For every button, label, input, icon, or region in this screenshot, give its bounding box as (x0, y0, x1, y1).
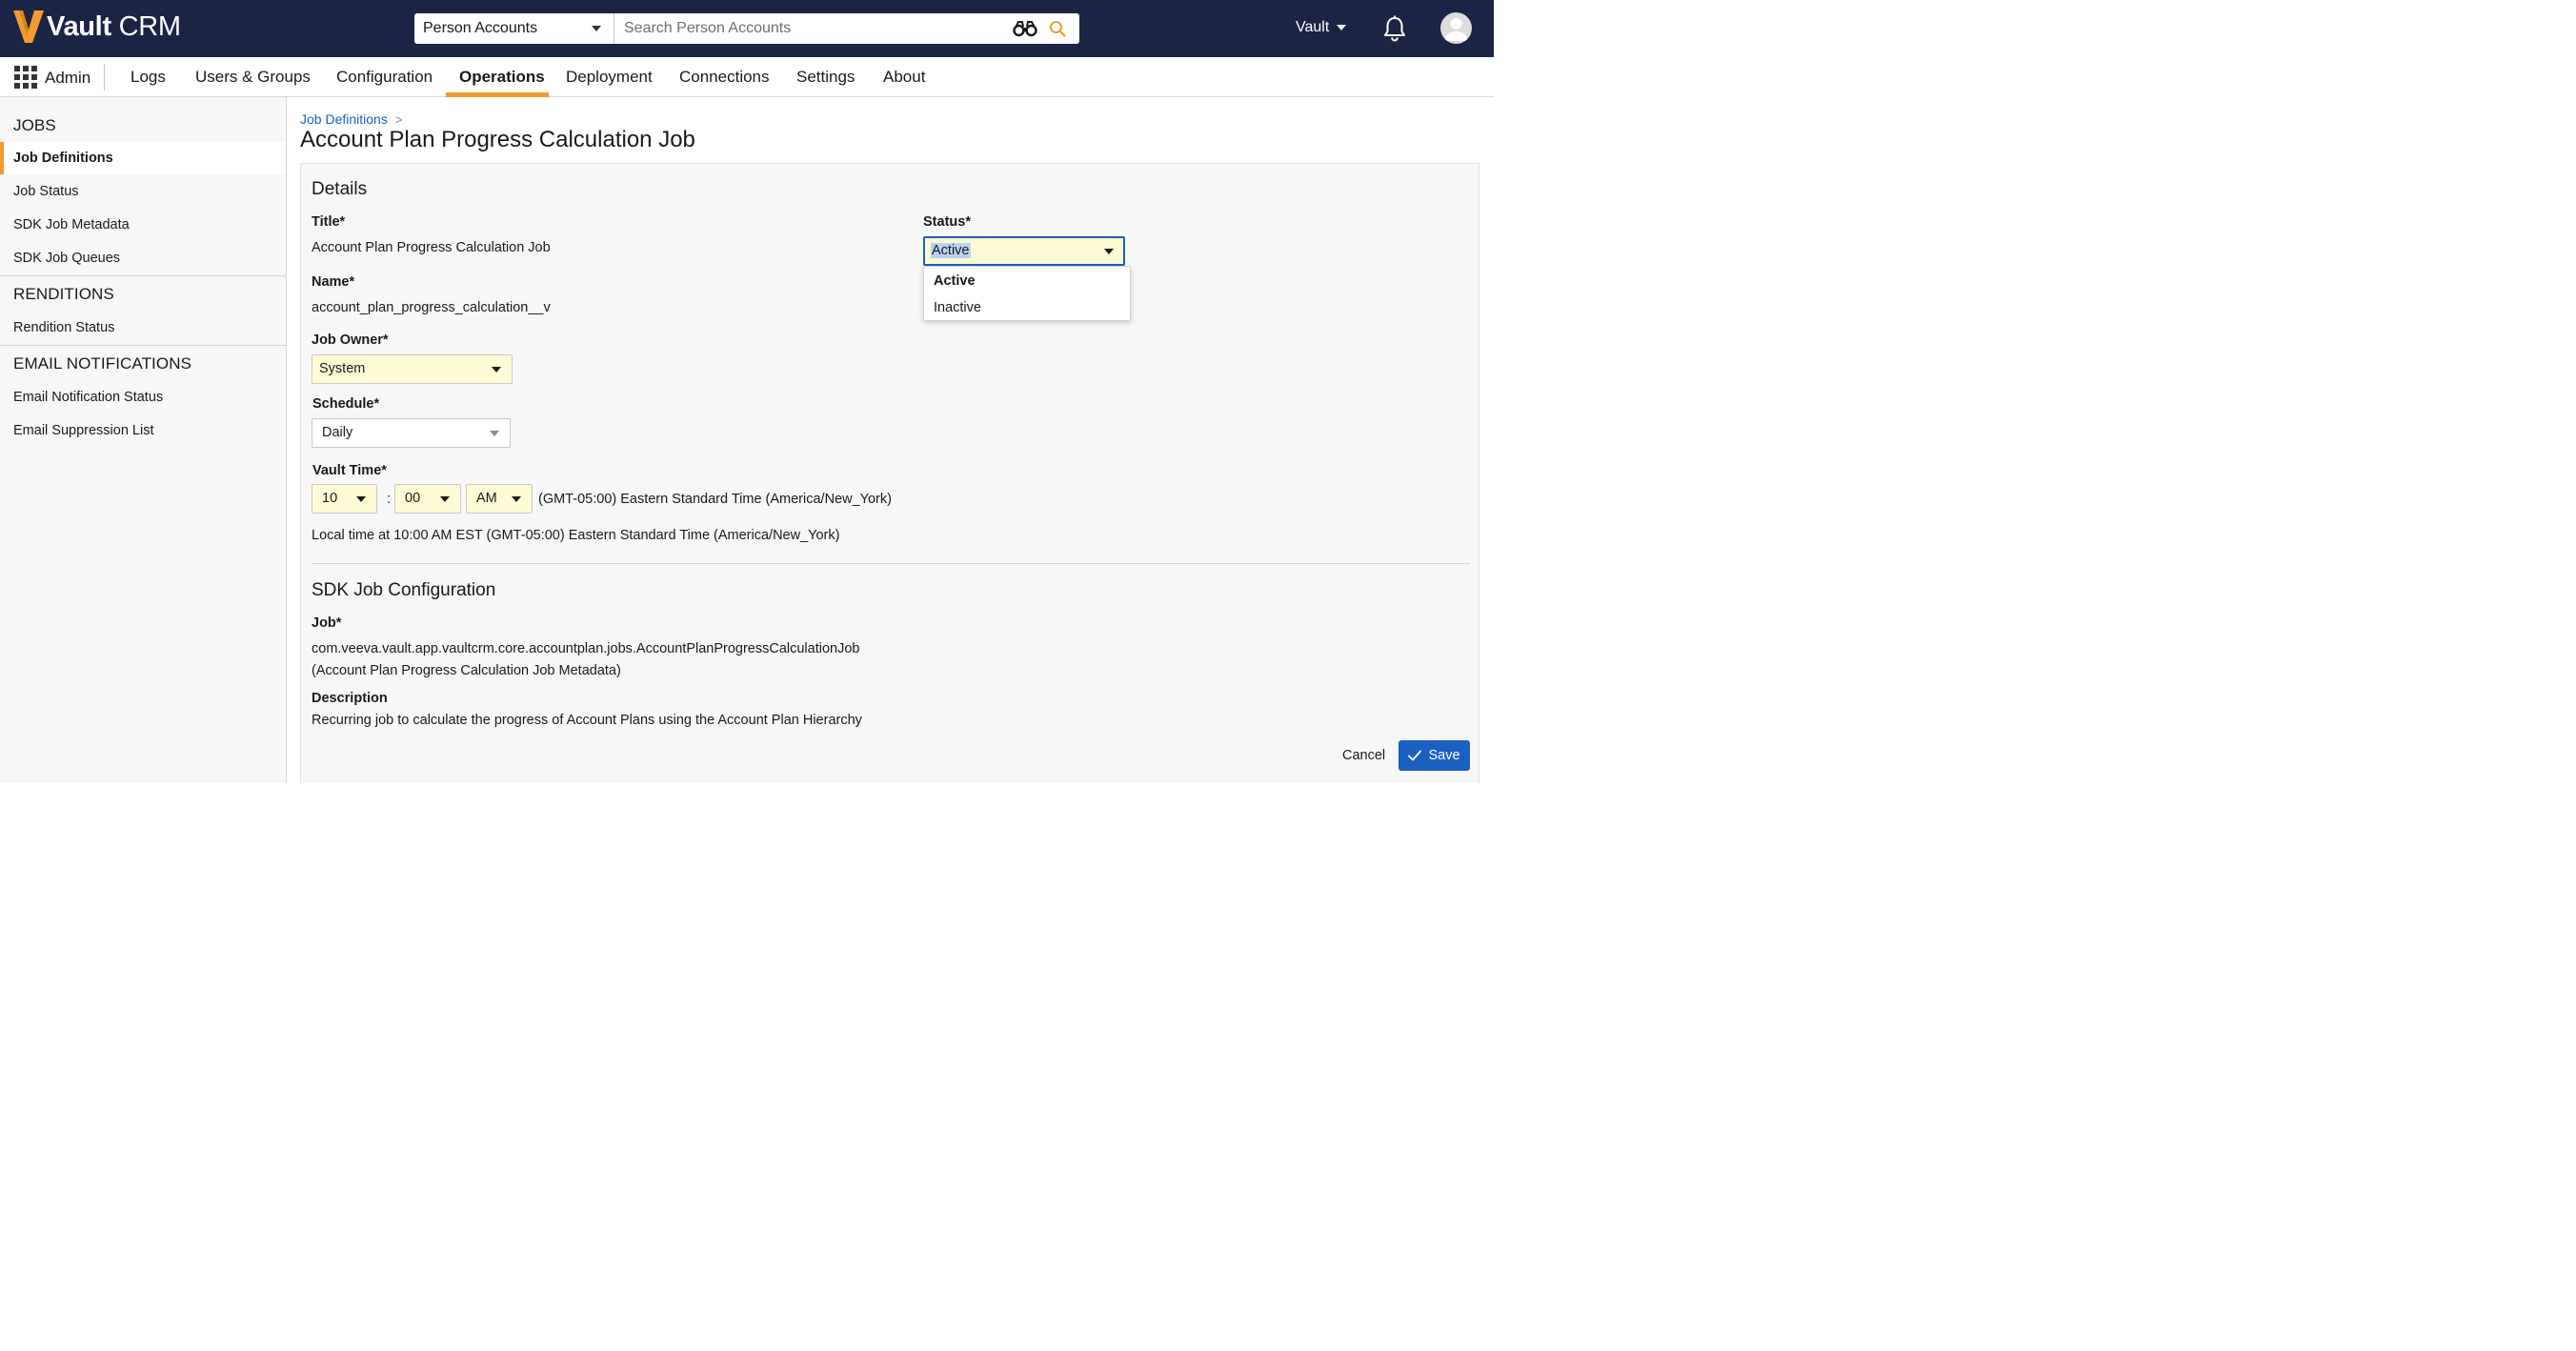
tab-about[interactable]: About (883, 68, 926, 86)
sidebar-item-email-notification-status[interactable]: Email Notification Status (13, 390, 164, 405)
tab-settings[interactable]: Settings (796, 68, 855, 86)
tab-logs[interactable]: Logs (131, 68, 166, 86)
sidebar-item-job-status[interactable]: Job Status (13, 184, 79, 199)
breadcrumb-separator: > (394, 111, 403, 127)
sidebar-heading-email-notifications: EMAIL NOTIFICATIONS (13, 354, 192, 373)
local-time-text: Local time at 10:00 AM EST (GMT-05:00) Eastern Standard Time (America/New_York) (312, 528, 840, 543)
nav-divider (104, 64, 105, 91)
sidebar-item-email-suppression-list[interactable]: Email Suppression List (13, 423, 154, 438)
description-value: Recurring job to calculate the progress of Account Plans using the Account Plan Hierarchy (312, 713, 862, 728)
name-label: Name* (312, 274, 355, 290)
details-heading: Details (312, 179, 368, 199)
status-select[interactable] (923, 236, 1125, 266)
sidebar-item-sdk-job-metadata[interactable]: SDK Job Metadata (13, 217, 130, 232)
vault-menu-label: Vault (1296, 19, 1330, 35)
sidebar (0, 97, 287, 783)
binoculars-icon[interactable] (1013, 20, 1037, 37)
status-option-active[interactable]: Active (934, 273, 976, 289)
search-scope-select[interactable] (414, 13, 614, 44)
chevron-down-icon (490, 431, 499, 436)
status-dropdown-menu (923, 266, 1131, 321)
tab-configuration[interactable]: Configuration (336, 68, 433, 86)
job-definition-panel (300, 163, 1479, 783)
sidebar-heading-jobs: JOBS (13, 116, 56, 134)
job-label: Job* (312, 615, 342, 631)
job-class-value: com.veeva.vault.app.vaultcrm.core.accountplan.jobs.AccountPlanProgressCalculationJob (312, 641, 860, 656)
timezone-text: (GMT-05:00) Eastern Standard Time (America/New_York) (538, 492, 892, 507)
name-value: account_plan_progress_calculation__v (312, 300, 551, 315)
time-colon: : (387, 492, 392, 507)
job-owner-label: Job Owner* (312, 333, 389, 348)
vault-time-label: Vault Time* (312, 463, 387, 478)
search-scope-label: Person Accounts (423, 20, 538, 36)
description-label: Description (312, 691, 388, 706)
chevron-down-icon (592, 26, 601, 31)
status-option-inactive[interactable]: Inactive (934, 300, 981, 315)
ampm-value: AM (476, 491, 497, 506)
save-button[interactable] (1399, 740, 1470, 771)
search-icon[interactable] (1049, 20, 1066, 37)
chevron-down-icon (512, 496, 521, 502)
admin-nav-bar (0, 57, 1494, 97)
sidebar-heading-renditions: RENDITIONS (13, 285, 114, 303)
page-title: Account Plan Progress Calculation Job (300, 127, 695, 152)
status-selected-value: Active (932, 243, 970, 258)
search-input[interactable] (614, 13, 1013, 44)
chevron-down-icon (1104, 249, 1114, 254)
title-label: Title* (312, 214, 346, 230)
chevron-down-icon (1337, 25, 1346, 30)
schedule-label: Schedule* (312, 396, 380, 412)
breadcrumb-link-job-definitions[interactable]: Job Definitions (300, 111, 388, 127)
checkmark-icon (1408, 750, 1421, 761)
sidebar-item-sdk-job-queues[interactable]: SDK Job Queues (13, 251, 121, 266)
bell-icon[interactable] (1382, 15, 1407, 42)
vault-menu[interactable] (1296, 19, 1346, 36)
status-label: Status* (923, 214, 971, 230)
chevron-down-icon (492, 367, 501, 373)
app-grid-icon[interactable] (14, 66, 37, 89)
chevron-down-icon (356, 496, 366, 502)
schedule-value: Daily (322, 425, 353, 440)
user-avatar-icon[interactable] (1440, 12, 1472, 44)
hour-value: 10 (322, 491, 338, 506)
tab-operations[interactable]: Operations (459, 68, 545, 86)
job-metadata-value: (Account Plan Progress Calculation Job Metadata) (312, 663, 621, 678)
active-tab-indicator (446, 92, 549, 97)
vault-v-logo-icon (13, 10, 44, 43)
global-search (414, 13, 1079, 44)
minute-select[interactable] (394, 484, 461, 514)
hour-select[interactable] (312, 484, 377, 514)
chevron-down-icon (440, 496, 450, 502)
title-value: Account Plan Progress Calculation Job (312, 240, 551, 255)
breadcrumb (300, 111, 402, 127)
sidebar-divider (0, 275, 286, 276)
top-bar (0, 0, 1494, 57)
minute-value: 00 (405, 491, 421, 506)
sidebar-divider (0, 345, 286, 346)
vault-crm-logo[interactable] (13, 10, 181, 43)
app-label-admin[interactable]: Admin (45, 69, 91, 87)
logo-text: Vault CRM (47, 10, 181, 42)
ampm-select[interactable] (466, 484, 533, 514)
tab-deployment[interactable]: Deployment (566, 68, 653, 86)
job-owner-select[interactable] (312, 354, 513, 384)
sidebar-item-job-definitions[interactable]: Job Definitions (0, 142, 286, 174)
cancel-button[interactable]: Cancel (1342, 748, 1386, 763)
tab-users-groups[interactable]: Users & Groups (195, 68, 311, 86)
sidebar-item-rendition-status[interactable]: Rendition Status (13, 320, 115, 335)
save-button-label: Save (1428, 748, 1460, 763)
schedule-select[interactable] (312, 418, 511, 448)
job-owner-value: System (319, 361, 366, 376)
sdk-job-configuration-heading: SDK Job Configuration (312, 580, 496, 600)
tab-connections[interactable]: Connections (679, 68, 770, 86)
section-divider (312, 563, 1470, 564)
